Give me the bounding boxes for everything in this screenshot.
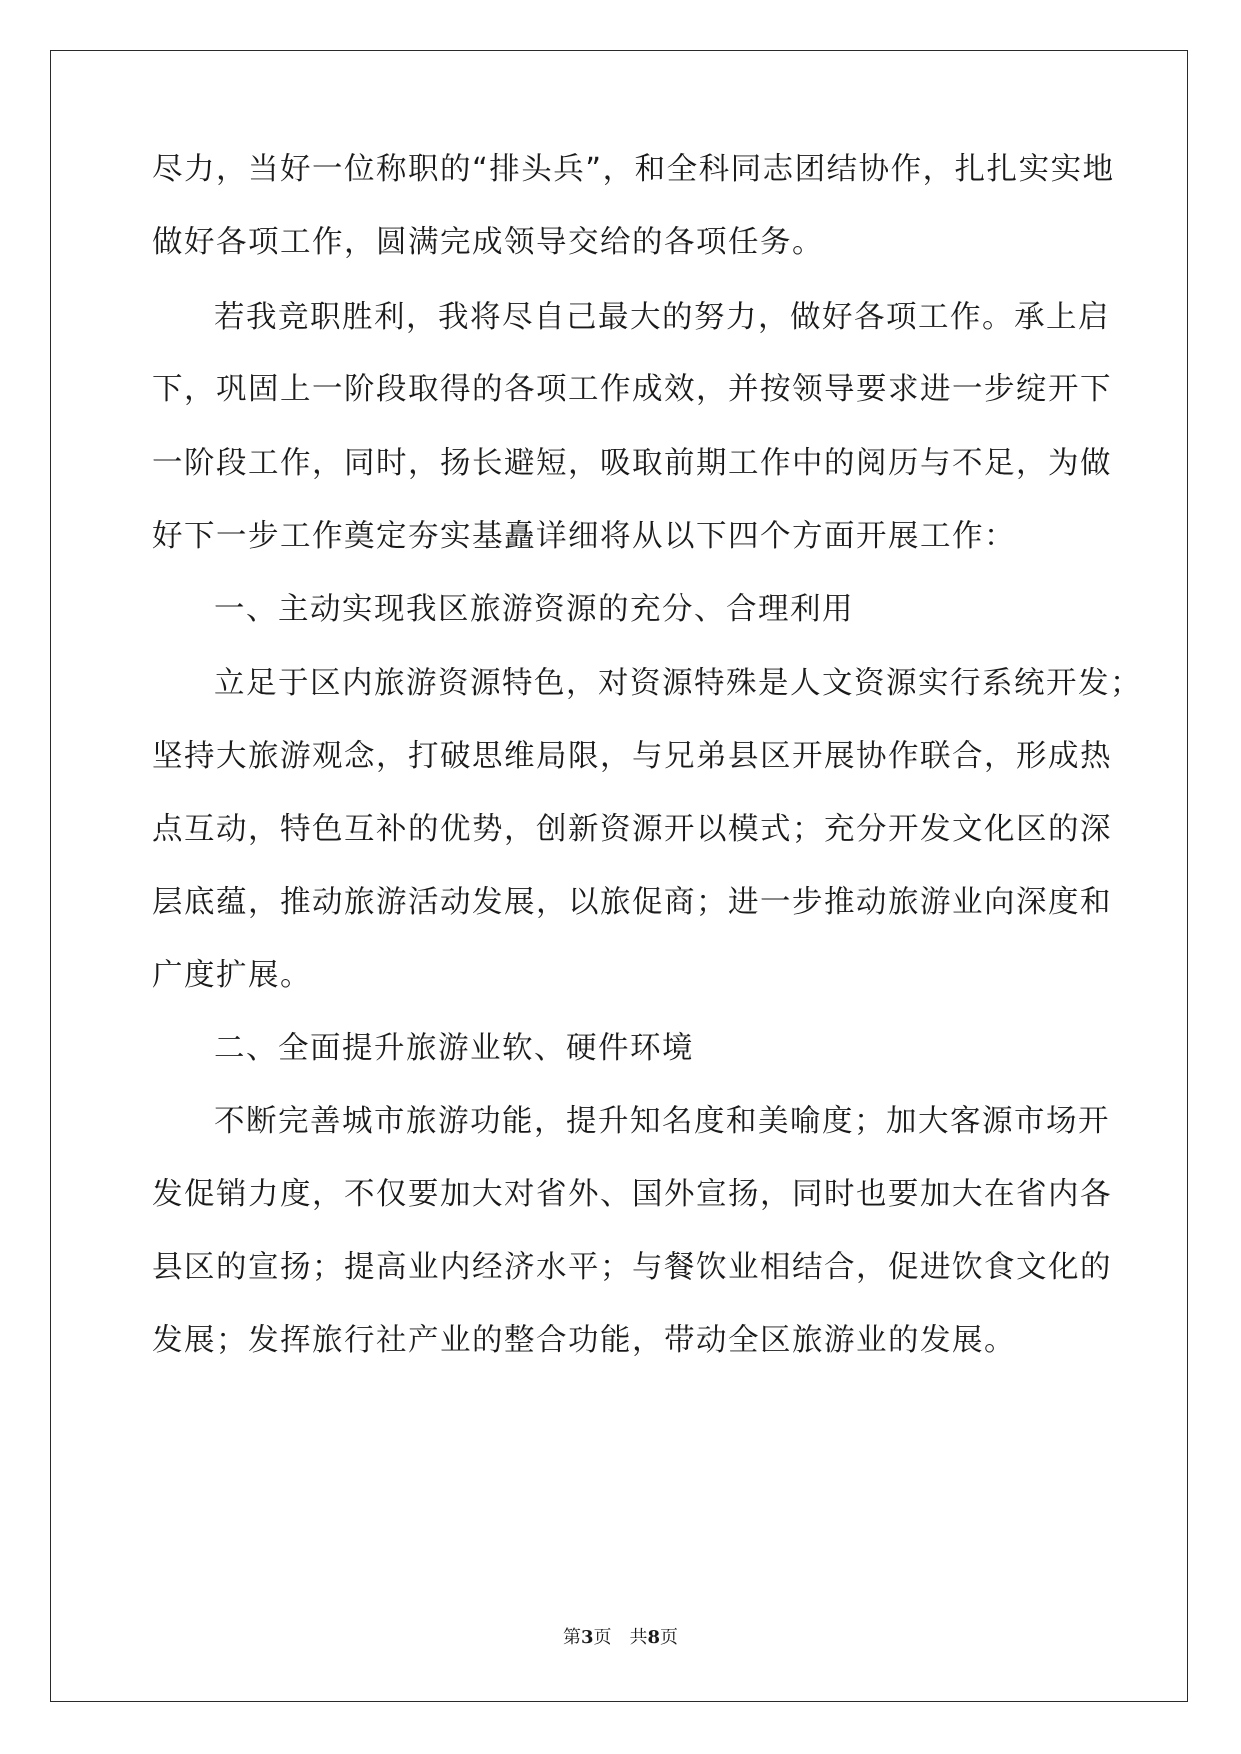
page-number-prefix: 第 [562,1627,581,1648]
paragraph-line: 层底蕴，推动旅游活动发展，以旅促商；进一步推动旅游业向深度和 [152,885,1112,920]
page-number-total: 8 [647,1627,661,1648]
paragraph-line: 不断完善城市旅游功能，提升知名度和美喻度；加大客源市场开 [214,1104,1110,1139]
section-heading: 二、全面提升旅游业软、硬件环境 [214,1031,694,1066]
paragraph-line: 坚持大旅游观念，打破思维局限，与兄弟县区开展协作联合，形成热 [152,739,1112,774]
paragraph-line: 若我竞职胜利，我将尽自己最大的努力，做好各项工作。承上启 [214,300,1110,335]
section-heading: 一、主动实现我区旅游资源的充分、合理利用 [214,592,854,627]
paragraph-line: 立足于区内旅游资源特色，对资源特殊是人文资源实行系统开发； [214,666,1142,701]
page-number-current: 3 [580,1627,594,1648]
paragraph-line: 做好各项工作，圆满完成领导交给的各项任务。 [152,225,824,260]
paragraph-line: 尽力，当好一位称职的“排头兵”，和全科同志团结协作，扎扎实实地 [152,152,1115,187]
paragraph-line: 广度扩展。 [152,958,312,993]
paragraph-line: 好下一步工作奠定夯实基矗详细将从以下四个方面开展工作： [152,519,1016,554]
page-number-suffix: 页 [593,1627,612,1648]
paragraph-line: 发促销力度，不仅要加大对省外、国外宣扬，同时也要加大在省内各 [152,1177,1112,1212]
page-total-prefix: 共 [629,1627,648,1648]
page-footer [0,1626,1241,1650]
paragraph-line: 一阶段工作，同时，扬长避短，吸取前期工作中的阅历与不足，为做 [152,446,1112,481]
page-total-suffix: 页 [660,1627,679,1648]
paragraph-line: 点互动，特色互补的优势，创新资源开以模式；充分开发文化区的深 [152,812,1112,847]
paragraph-line: 县区的宣扬；提高业内经济水平；与餐饮业相结合，促进饮食文化的 [152,1250,1112,1285]
paragraph-line: 下，巩固上一阶段取得的各项工作成效，并按领导要求进一步绽开下 [152,372,1112,407]
paragraph-line: 发展；发挥旅行社产业的整合功能，带动全区旅游业的发展。 [152,1323,1016,1358]
